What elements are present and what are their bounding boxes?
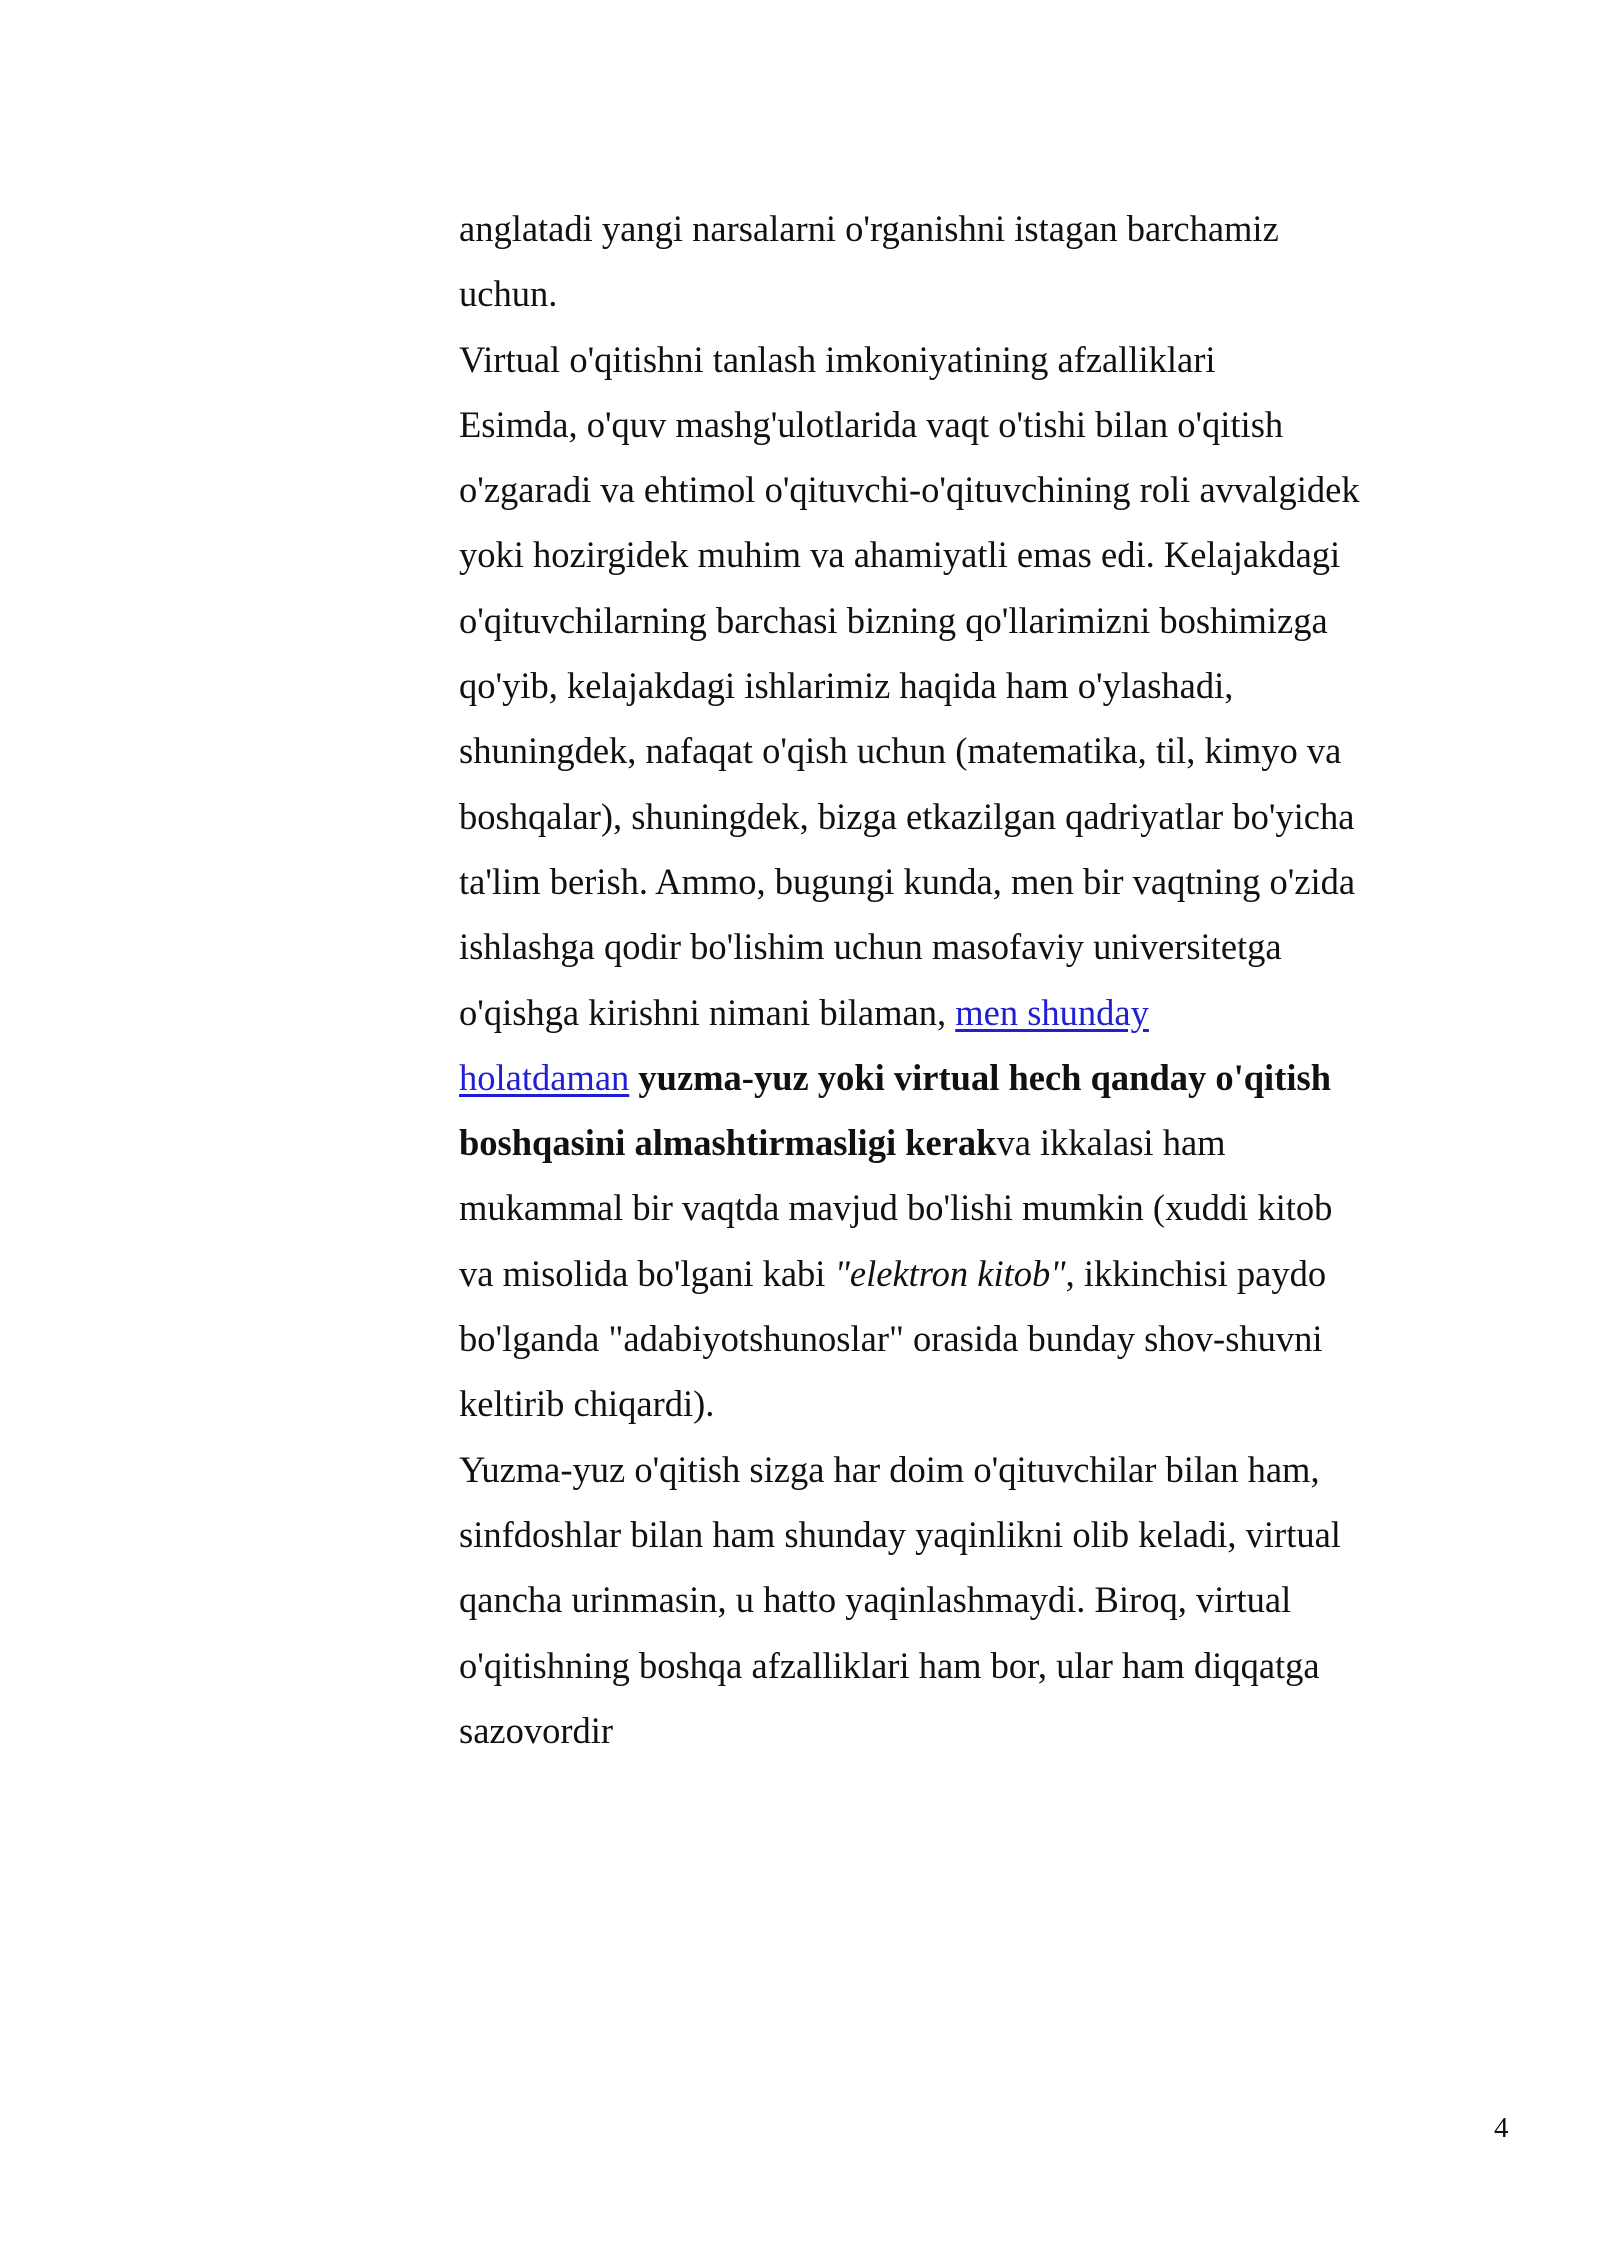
text-segment: boshqalar), shuningdek, bizga etkazilgan qadriyatlar bo'yicha bbox=[459, 795, 1355, 837]
bold-text: boshqasini almashtirmasligi kerak bbox=[459, 1122, 997, 1164]
text-line bbox=[459, 261, 1419, 326]
text-segment: sazovordir bbox=[459, 1709, 614, 1751]
text-segment: qancha urinmasin, u hatto yaqinlashmaydi. Biroq, virtual bbox=[459, 1579, 1292, 1621]
text-segment: mukammal bir vaqtda mavjud bo'lishi mumkin (xuddi kitob bbox=[459, 1187, 1333, 1229]
text-line bbox=[459, 1437, 1419, 1502]
text-line bbox=[459, 1110, 1419, 1175]
text-segment: o'zgaradi va ehtimol o'qituvchi-o'qituvchining roli avvalgidek bbox=[459, 469, 1360, 511]
text-line bbox=[459, 1567, 1419, 1632]
text-line bbox=[459, 1371, 1419, 1436]
body-text bbox=[459, 196, 1419, 1763]
text-line bbox=[459, 1502, 1419, 1567]
text-segment: Virtual o'qitishni tanlash imkoniyatining afzalliklari bbox=[459, 338, 1216, 380]
text-line bbox=[459, 1045, 1419, 1110]
text-line bbox=[459, 849, 1419, 914]
text-segment: Esimda, o'quv mashg'ulotlarida vaqt o'tishi bilan o'qitish bbox=[459, 403, 1284, 445]
text-segment: o'qishga kirishni nimani bilaman, bbox=[459, 991, 956, 1033]
text-line bbox=[459, 1306, 1419, 1371]
text-segment: ishlashga qodir bo'lishim uchun masofaviy universitetga bbox=[459, 926, 1282, 968]
text-segment: , ikkinchisi paydo bbox=[1065, 1252, 1327, 1294]
text-segment: yoki hozirgidek muhim va ahamiyatli emas edi. Kelajakdagi bbox=[459, 534, 1341, 576]
text-line bbox=[459, 522, 1419, 587]
page-number: 4 bbox=[1494, 2112, 1509, 2144]
text-line bbox=[459, 457, 1419, 522]
text-segment: va ikkalasi ham bbox=[996, 1122, 1226, 1164]
text-segment: bo'lganda "adabiyotshunoslar" orasida bunday shov-shuvni bbox=[459, 1318, 1323, 1360]
text-segment: ta'lim berish. Ammo, bugungi kunda, men bir vaqtning o'zida bbox=[459, 860, 1356, 902]
text-line bbox=[459, 327, 1419, 392]
text-segment: Yuzma-yuz o'qitish sizga har doim o'qituvchilar bilan ham, bbox=[459, 1448, 1320, 1490]
text-segment: uchun. bbox=[459, 273, 558, 315]
text-segment: va misolida bo'lgani kabi bbox=[459, 1252, 835, 1294]
text-line bbox=[459, 588, 1419, 653]
text-line bbox=[459, 784, 1419, 849]
text-segment: o'qituvchilarning barchasi bizning qo'llarimizni boshimizga bbox=[459, 599, 1328, 641]
text-line bbox=[459, 392, 1419, 457]
hyperlink[interactable]: holatdaman bbox=[459, 1056, 630, 1098]
text-segment: o'qitishning boshqa afzalliklari ham bor, ular ham diqqatga bbox=[459, 1644, 1320, 1686]
text-segment: shuningdek, nafaqat o'qish uchun (matematika, til, kimyo va bbox=[459, 730, 1342, 772]
text-line bbox=[459, 1698, 1419, 1763]
text-line bbox=[459, 1241, 1419, 1306]
text-line bbox=[459, 653, 1419, 718]
bold-text: yuzma-yuz yoki virtual hech qanday o'qitish bbox=[638, 1056, 1331, 1098]
text-line bbox=[459, 1175, 1419, 1240]
text-line bbox=[459, 980, 1419, 1045]
text-line bbox=[459, 718, 1419, 783]
italic-text: "elektron kitob" bbox=[834, 1252, 1066, 1294]
text-segment: qo'yib, kelajakdagi ishlarimiz haqida ham o'ylashadi, bbox=[459, 665, 1234, 707]
hyperlink[interactable]: men shunday bbox=[955, 991, 1149, 1033]
text-segment: anglatadi yangi narsalarni o'rganishni istagan barchamiz bbox=[459, 208, 1279, 249]
text-line bbox=[459, 914, 1419, 979]
text-segment: sinfdoshlar bilan ham shunday yaqinlikni olib keladi, virtual bbox=[459, 1513, 1341, 1555]
text-segment: keltirib chiqardi). bbox=[459, 1383, 715, 1425]
text-line bbox=[459, 1633, 1419, 1698]
text-line bbox=[459, 196, 1419, 261]
